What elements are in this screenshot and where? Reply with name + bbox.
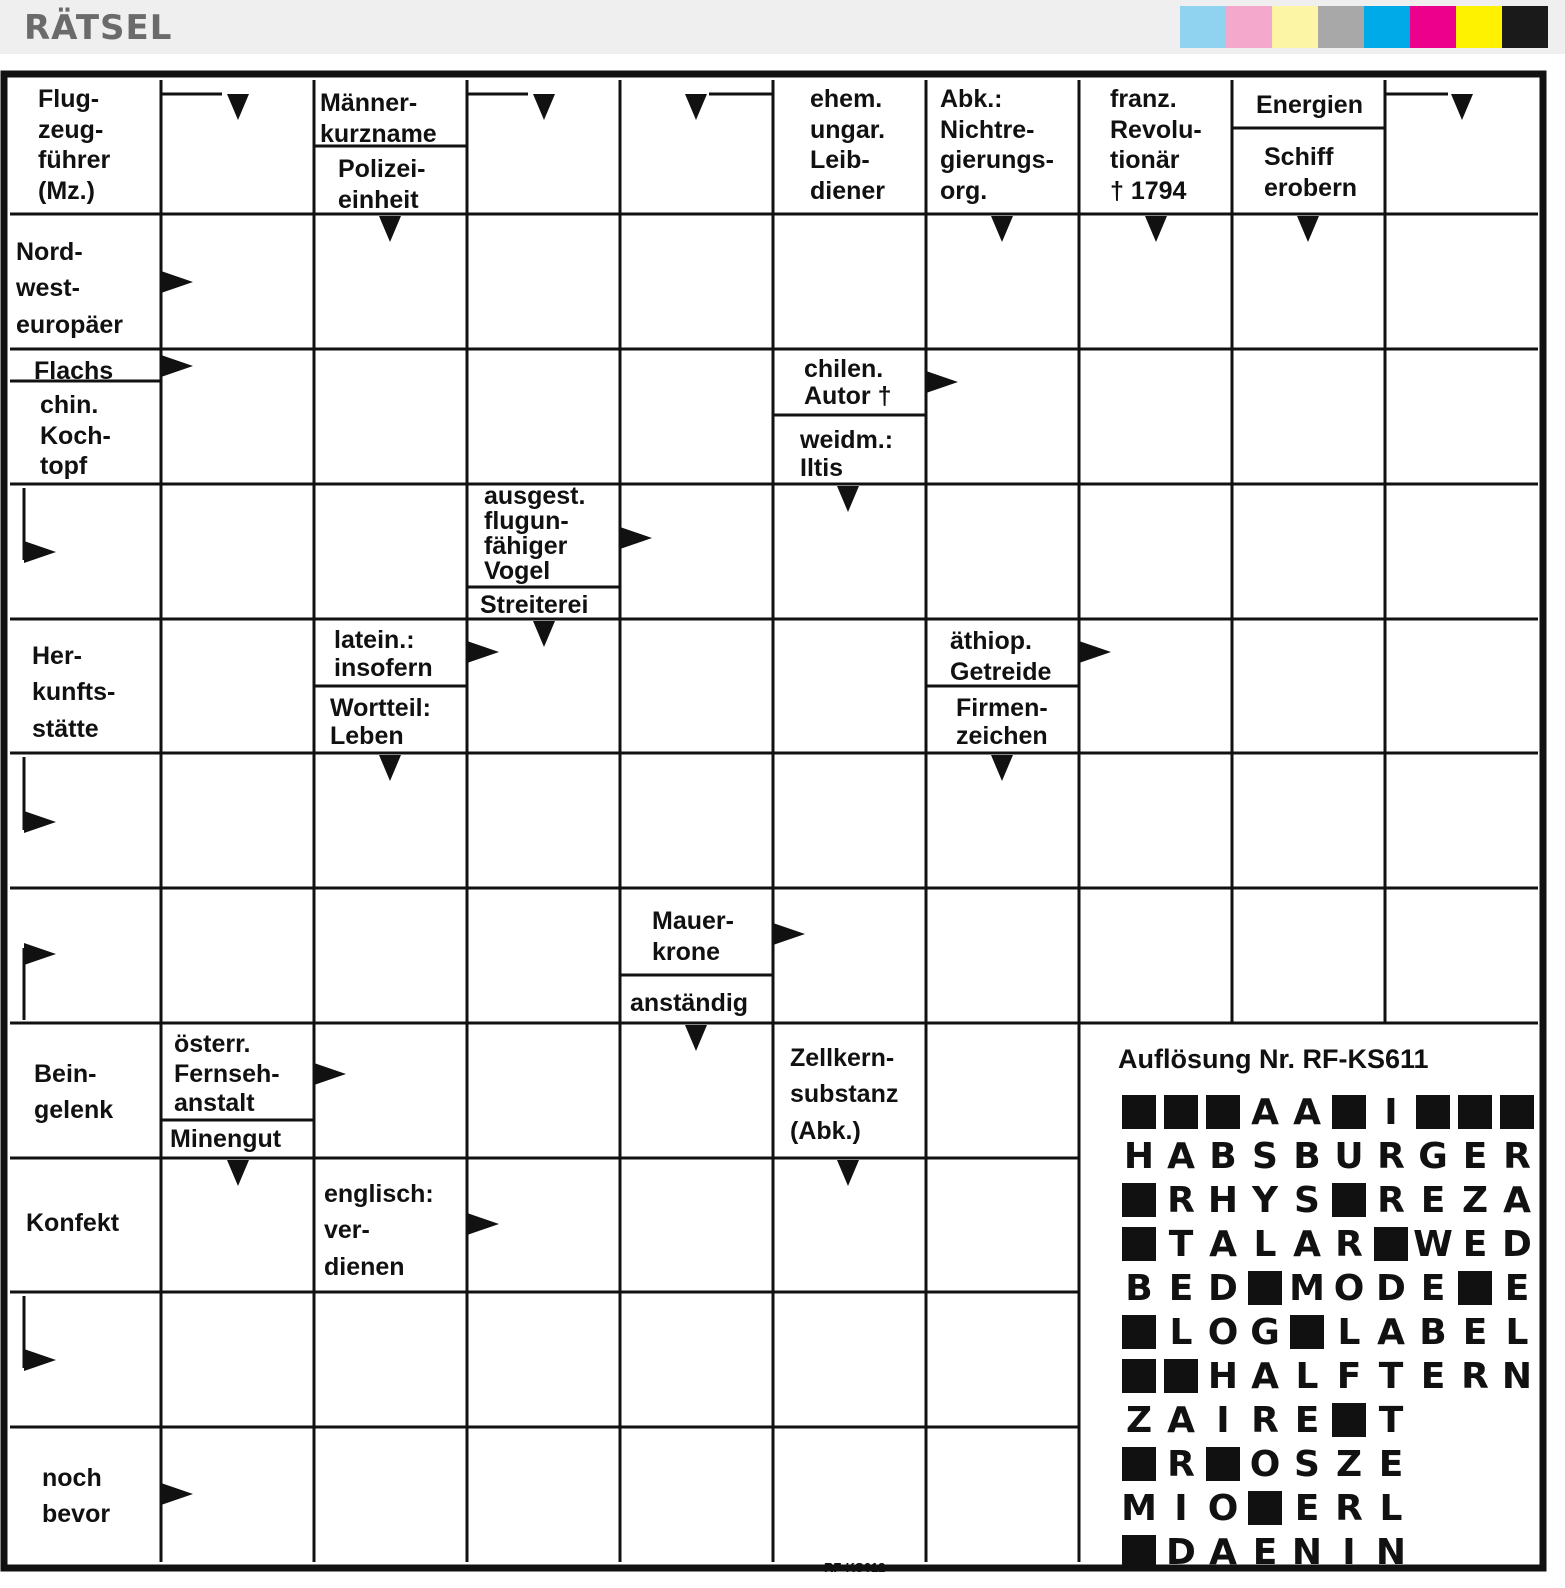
solution-letter: A bbox=[1209, 1531, 1237, 1573]
solution-letter: A bbox=[1293, 1223, 1321, 1265]
solution-letter: E bbox=[1294, 1399, 1320, 1441]
solution-row bbox=[1118, 1178, 1538, 1222]
solution-letter: D bbox=[1166, 1531, 1196, 1573]
solution-letter: H bbox=[1207, 1355, 1239, 1397]
direction-arrow bbox=[379, 755, 401, 781]
solution-letter: E bbox=[1420, 1355, 1446, 1397]
direction-arrow bbox=[837, 1160, 859, 1186]
solution-letter: R bbox=[1503, 1135, 1531, 1177]
solution-letter: T bbox=[1378, 1399, 1404, 1441]
clue-cell[interactable]: äthiop. Getreide bbox=[950, 627, 1052, 687]
solution-title: Auflösung Nr. RF-KS611 bbox=[1118, 1044, 1429, 1074]
solution-row bbox=[1118, 1354, 1538, 1398]
direction-arrow bbox=[1451, 94, 1473, 120]
solution-row bbox=[1118, 1310, 1538, 1354]
solution-letter: G bbox=[1418, 1135, 1448, 1177]
solution-block bbox=[1118, 1178, 1160, 1222]
solution-letter: A bbox=[1377, 1311, 1405, 1353]
solution-letter: B bbox=[1419, 1311, 1447, 1353]
clue-cell[interactable]: chilen. Autor † bbox=[804, 356, 892, 410]
solution-block bbox=[1202, 1442, 1244, 1486]
solution-block bbox=[1454, 1266, 1496, 1310]
solution-letter: A bbox=[1251, 1355, 1279, 1397]
direction-arrow bbox=[24, 943, 56, 965]
direction-arrow bbox=[314, 1063, 346, 1085]
direction-arrow bbox=[685, 94, 707, 120]
solution-letter: O bbox=[1207, 1487, 1239, 1529]
direction-arrow bbox=[620, 527, 652, 549]
direction-arrow bbox=[227, 1160, 249, 1186]
solution-block bbox=[1160, 1354, 1202, 1398]
direction-arrow bbox=[1079, 641, 1111, 663]
solution-letter: S bbox=[1294, 1179, 1320, 1221]
solution-letter: R bbox=[1251, 1399, 1279, 1441]
direction-arrow bbox=[467, 641, 499, 663]
solution-letter: M bbox=[1121, 1487, 1157, 1529]
clue-cell[interactable]: Konfekt bbox=[26, 1209, 120, 1237]
clue-cell[interactable]: ehem. ungar. Leib- diener bbox=[810, 85, 886, 205]
solution-grid bbox=[1118, 1090, 1538, 1574]
direction-arrow bbox=[24, 811, 56, 833]
direction-arrow bbox=[533, 94, 555, 120]
clue-cell[interactable]: Abk.: Nichtre- gierungs- org. bbox=[940, 85, 1054, 205]
solution-letter: R bbox=[1167, 1443, 1195, 1485]
clue-cell[interactable]: noch bevor bbox=[42, 1464, 111, 1529]
direction-arrow bbox=[24, 1349, 56, 1371]
direction-arrow bbox=[161, 1483, 193, 1505]
solution-letter: A bbox=[1167, 1399, 1195, 1441]
solution-block bbox=[1118, 1354, 1160, 1398]
solution-block bbox=[1328, 1398, 1370, 1442]
solution-block bbox=[1244, 1486, 1286, 1530]
solution-letter: R bbox=[1461, 1355, 1489, 1397]
solution-letter: N bbox=[1501, 1355, 1533, 1397]
solution-letter: A bbox=[1167, 1135, 1195, 1177]
solution-letter: T bbox=[1378, 1355, 1404, 1397]
black-square-icon bbox=[1500, 1095, 1534, 1129]
solution-letter: W bbox=[1413, 1223, 1453, 1265]
solution-letter: Z bbox=[1461, 1179, 1489, 1221]
black-square-icon bbox=[1206, 1447, 1240, 1481]
solution-letter: S bbox=[1252, 1135, 1278, 1177]
solution-block bbox=[1118, 1442, 1160, 1486]
solution-block bbox=[1160, 1090, 1202, 1134]
clue-cell[interactable]: englisch: ver- dienen bbox=[324, 1180, 434, 1281]
solution-row bbox=[1118, 1442, 1538, 1486]
black-square-icon bbox=[1122, 1227, 1156, 1261]
solution-letter: Y bbox=[1251, 1179, 1279, 1221]
solution-letter: Z bbox=[1335, 1443, 1363, 1485]
direction-arrow bbox=[991, 755, 1013, 781]
direction-arrow bbox=[837, 486, 859, 512]
black-square-icon bbox=[1374, 1227, 1408, 1261]
solution-letter: H bbox=[1207, 1179, 1239, 1221]
solution-letter: R bbox=[1377, 1179, 1405, 1221]
black-square-icon bbox=[1122, 1359, 1156, 1393]
solution-letter: E bbox=[1504, 1267, 1530, 1309]
solution-letter: L bbox=[1379, 1487, 1403, 1529]
direction-arrow bbox=[161, 271, 193, 293]
solution-letter: R bbox=[1167, 1179, 1195, 1221]
solution-letter: E bbox=[1252, 1531, 1278, 1573]
solution-letter: F bbox=[1336, 1355, 1362, 1397]
black-square-icon bbox=[1332, 1183, 1366, 1217]
solution-block bbox=[1454, 1090, 1496, 1134]
solution-letter: I bbox=[1174, 1487, 1188, 1529]
direction-arrow bbox=[379, 216, 401, 242]
solution-letter: I bbox=[1216, 1399, 1230, 1441]
clue-cell[interactable]: Bein- gelenk bbox=[34, 1060, 114, 1125]
black-square-icon bbox=[1416, 1095, 1450, 1129]
solution-block bbox=[1328, 1090, 1370, 1134]
direction-arrow bbox=[685, 1025, 707, 1051]
black-square-icon bbox=[1290, 1315, 1324, 1349]
black-square-icon bbox=[1122, 1095, 1156, 1129]
solution-block bbox=[1118, 1222, 1160, 1266]
black-square-icon bbox=[1122, 1535, 1156, 1569]
solution-letter: U bbox=[1334, 1135, 1364, 1177]
solution-block bbox=[1118, 1530, 1160, 1574]
solution-letter: R bbox=[1335, 1487, 1363, 1529]
clue-cell[interactable]: Wortteil: Leben bbox=[330, 694, 431, 750]
puzzle-code: RF-KS612 bbox=[824, 1560, 886, 1575]
direction-arrow bbox=[161, 355, 193, 377]
solution-row bbox=[1118, 1090, 1538, 1134]
solution-letter: E bbox=[1462, 1135, 1488, 1177]
solution-letter: N bbox=[1375, 1531, 1407, 1573]
solution-letter: D bbox=[1502, 1223, 1532, 1265]
solution-letter: B bbox=[1125, 1267, 1153, 1309]
solution-row bbox=[1118, 1266, 1538, 1310]
solution-letter: S bbox=[1294, 1443, 1320, 1485]
clue-cell[interactable]: Firmen- zeichen bbox=[956, 694, 1048, 750]
solution-letter: B bbox=[1293, 1135, 1321, 1177]
solution-letter: B bbox=[1209, 1135, 1237, 1177]
clue-cell[interactable]: Her- kunfts- stätte bbox=[32, 642, 116, 743]
clue-cell[interactable]: franz. Revolu- tionär † 1794 bbox=[1110, 85, 1202, 205]
solution-block bbox=[1496, 1090, 1538, 1134]
clue-cell[interactable]: weidm.: Iltis bbox=[800, 426, 894, 482]
black-square-icon bbox=[1248, 1271, 1282, 1305]
solution-letter: G bbox=[1250, 1311, 1280, 1353]
direction-arrow bbox=[1145, 216, 1167, 242]
clue-cell[interactable]: Polizei- einheit bbox=[338, 155, 426, 214]
solution-letter: E bbox=[1420, 1267, 1446, 1309]
solution-letter: A bbox=[1209, 1223, 1237, 1265]
clue-cell[interactable]: Energien bbox=[1256, 91, 1363, 119]
solution-block bbox=[1202, 1090, 1244, 1134]
solution-letter: I bbox=[1342, 1531, 1356, 1573]
clue-cell[interactable]: Zellkern- substanz (Abk.) bbox=[790, 1044, 899, 1145]
solution-block bbox=[1118, 1310, 1160, 1354]
solution-block bbox=[1412, 1090, 1454, 1134]
clue-cell[interactable]: ausgest. flugun- fähiger Vogel bbox=[484, 484, 586, 584]
solution-row bbox=[1118, 1486, 1538, 1530]
solution-letter: L bbox=[1337, 1311, 1361, 1353]
black-square-icon bbox=[1164, 1095, 1198, 1129]
clue-cell[interactable]: anständig bbox=[630, 989, 749, 1017]
solution-row bbox=[1118, 1134, 1538, 1178]
solution-letter: A bbox=[1251, 1091, 1279, 1133]
clue-cell[interactable]: Schiff erobern bbox=[1264, 143, 1358, 202]
solution-letter: E bbox=[1462, 1311, 1488, 1353]
solution-letter: L bbox=[1169, 1311, 1193, 1353]
solution-letter: E bbox=[1420, 1179, 1446, 1221]
black-square-icon bbox=[1206, 1095, 1240, 1129]
solution-block bbox=[1286, 1310, 1328, 1354]
solution-letter: O bbox=[1207, 1311, 1239, 1353]
solution-letter: L bbox=[1295, 1355, 1319, 1397]
solution-letter: H bbox=[1123, 1135, 1155, 1177]
solution-block bbox=[1118, 1090, 1160, 1134]
direction-arrow bbox=[533, 621, 555, 647]
black-square-icon bbox=[1248, 1491, 1282, 1525]
solution-letter: Z bbox=[1125, 1399, 1153, 1441]
solution-letter: D bbox=[1376, 1267, 1406, 1309]
black-square-icon bbox=[1122, 1447, 1156, 1481]
solution-block bbox=[1370, 1222, 1412, 1266]
clue-cell[interactable]: Flachs bbox=[34, 357, 114, 385]
solution-letter: D bbox=[1208, 1267, 1238, 1309]
solution-letter: A bbox=[1503, 1179, 1531, 1221]
solution-row bbox=[1118, 1222, 1538, 1266]
solution-letter: E bbox=[1168, 1267, 1194, 1309]
black-square-icon bbox=[1332, 1095, 1366, 1129]
direction-arrow bbox=[773, 923, 805, 945]
solution-row bbox=[1118, 1398, 1538, 1442]
solution-letter: O bbox=[1249, 1443, 1281, 1485]
solution-letter: L bbox=[1505, 1311, 1529, 1353]
solution-letter: N bbox=[1291, 1531, 1323, 1573]
black-square-icon bbox=[1458, 1271, 1492, 1305]
solution-block bbox=[1328, 1178, 1370, 1222]
direction-arrow bbox=[991, 216, 1013, 242]
clue-cell[interactable]: Minengut bbox=[170, 1125, 282, 1153]
solution-letter: I bbox=[1384, 1091, 1398, 1133]
clue-cell[interactable]: Flug- zeug- führer (Mz.) bbox=[38, 85, 111, 205]
direction-arrow bbox=[467, 1213, 499, 1235]
direction-arrow bbox=[227, 94, 249, 120]
direction-arrow bbox=[926, 371, 958, 393]
solution-letter: E bbox=[1294, 1487, 1320, 1529]
clue-cell[interactable]: österr. Fernseh- anstalt bbox=[174, 1030, 280, 1117]
solution-block bbox=[1244, 1266, 1286, 1310]
black-square-icon bbox=[1332, 1403, 1366, 1437]
solution-letter: R bbox=[1335, 1223, 1363, 1265]
clue-cell[interactable]: Streiterei bbox=[480, 591, 589, 619]
solution-letter: A bbox=[1293, 1091, 1321, 1133]
solution-letter: L bbox=[1253, 1223, 1277, 1265]
clue-cell[interactable]: chin. Koch- topf bbox=[40, 391, 111, 480]
page-title: RÄTSEL bbox=[24, 8, 173, 48]
solution-row bbox=[1118, 1530, 1538, 1574]
clue-cell[interactable]: Männer- kurzname bbox=[320, 89, 437, 148]
solution-letter: T bbox=[1168, 1223, 1194, 1265]
black-square-icon bbox=[1458, 1095, 1492, 1129]
solution-letter: M bbox=[1289, 1267, 1325, 1309]
clue-cell[interactable]: Nord- west- europäer bbox=[16, 238, 123, 339]
black-square-icon bbox=[1122, 1315, 1156, 1349]
direction-arrow bbox=[1297, 216, 1319, 242]
direction-arrow bbox=[24, 541, 56, 563]
solution-letter: R bbox=[1377, 1135, 1405, 1177]
solution-letter: E bbox=[1462, 1223, 1488, 1265]
black-square-icon bbox=[1122, 1183, 1156, 1217]
solution-letter: E bbox=[1378, 1443, 1404, 1485]
solution-letter: O bbox=[1333, 1267, 1365, 1309]
clue-cell[interactable]: latein.: insofern bbox=[334, 626, 433, 682]
black-square-icon bbox=[1164, 1359, 1198, 1393]
clue-cell[interactable]: Mauer- krone bbox=[652, 907, 734, 967]
